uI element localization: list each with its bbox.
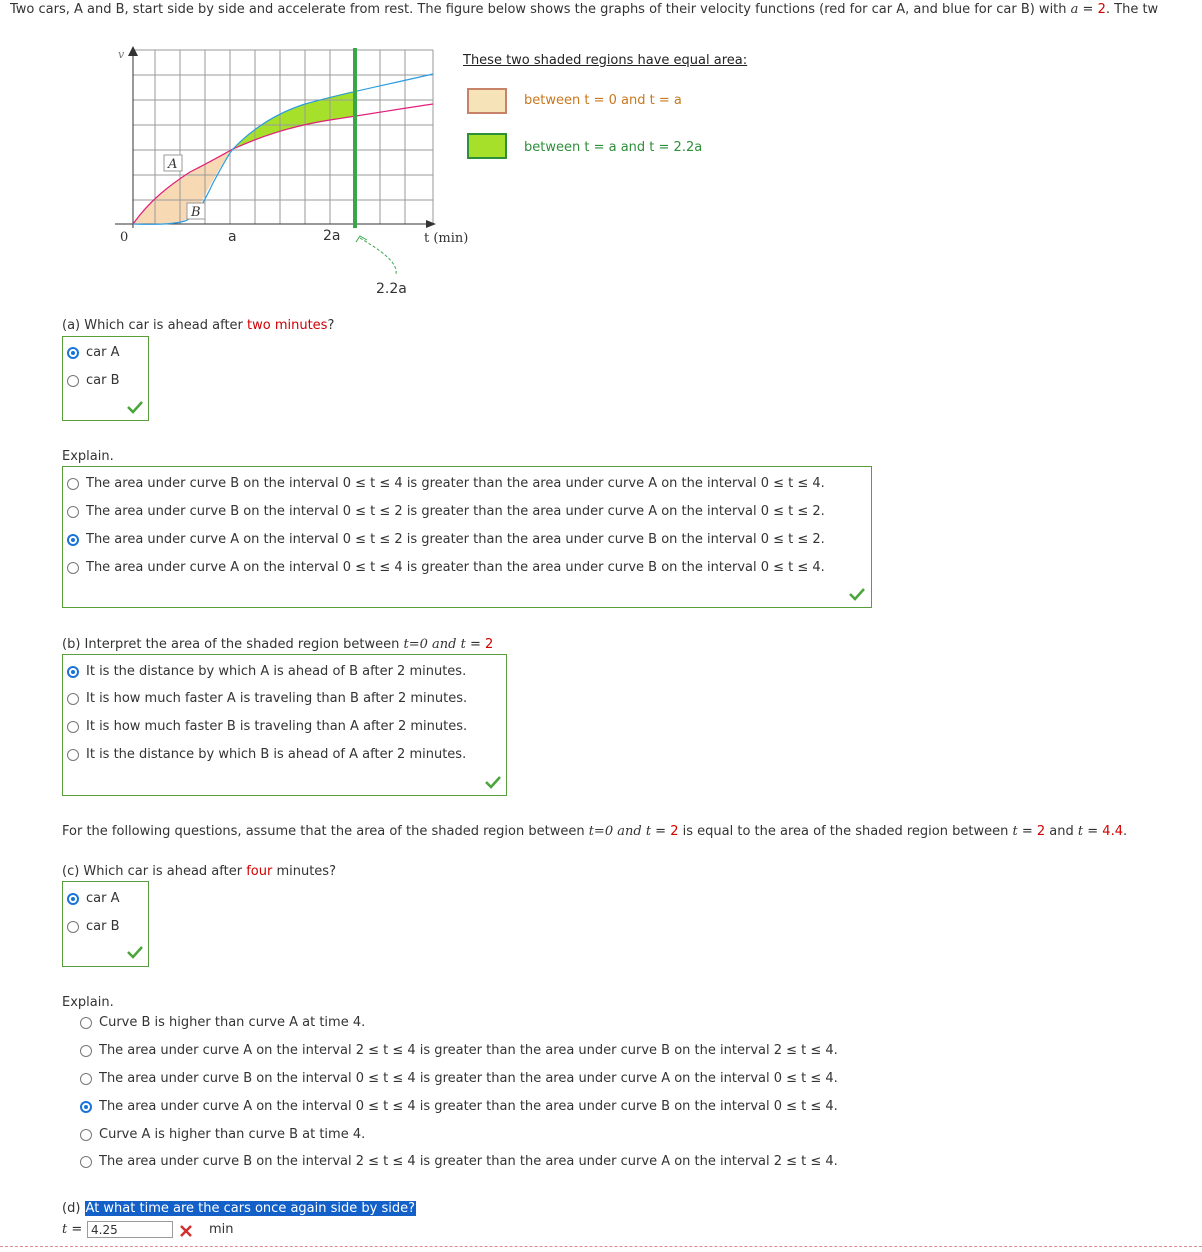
option-label: It is how much faster A is traveling than B after 2 minutes. [86,691,468,706]
intro-a-var: a [1070,2,1079,17]
assume-text: is equal to the area of the shaded region between [678,824,1013,839]
curve-b-label: B [191,205,201,220]
radio[interactable] [67,749,79,761]
question-b-val: 2 [485,637,494,652]
option-label: The area under curve B on the interval 0 ≤ t ≤ 4 is greater than the area under curve A on the interval 0 ≤ t ≤ 4. [99,1071,838,1086]
question-d-prefix: (d) [62,1201,85,1216]
option-a-car-a[interactable] [67,345,119,360]
option-label: The area under curve B on the interval 2 ≤ t ≤ 4 is greater than the area under curve A on the interval 2 ≤ t ≤ 4. [99,1154,838,1169]
legend-item-region2: between t = a and t = 2.2a [524,140,703,155]
explain-c-option-4[interactable] [80,1099,838,1114]
answer-d-input[interactable] [87,1221,173,1238]
check-icon [126,945,144,959]
tick-a-label: a [228,229,237,245]
incorrect-x-icon [179,1224,193,1238]
option-c-car-b[interactable] [67,919,120,934]
explain-c-option-6[interactable] [80,1154,838,1169]
question-d [62,1201,416,1216]
radio[interactable] [67,375,79,387]
radio[interactable] [80,1156,92,1168]
check-icon [484,775,502,789]
option-label: The area under curve A on the interval 0 ≤ t ≤ 4 is greater than the area under curve B on the interval 0 ≤ t ≤ 4. [86,560,825,575]
question-c [62,864,336,879]
tick-2.2a-pointer [360,238,396,274]
assume-eq: = [1017,824,1037,839]
option-label: It is how much faster B is traveling than A after 2 minutes. [86,719,468,734]
option-label: car B [86,919,120,934]
tick-2.2a-label: 2.2a [376,281,407,297]
question-a-end: ? [327,318,335,333]
t-axis-label: t (min) [424,231,469,246]
answer-d-t: t [62,1222,68,1237]
question-b-t: t [460,637,466,652]
option-label: car A [86,891,120,906]
check-icon [126,400,144,414]
option-label: Curve B is higher than curve A at time 4. [99,1015,366,1030]
assume-val: 2 [670,824,679,839]
option-b-4[interactable] [67,747,466,762]
explain-c-option-5[interactable] [80,1127,365,1142]
answer-d-eq: = [67,1222,83,1237]
assume-val: 2 [1036,824,1046,839]
legend-swatch-region1 [467,88,507,114]
question-b [62,637,493,652]
legend-swatch-region2 [467,133,507,159]
option-label: The area under curve A on the interval 2 ≤ t ≤ 4 is greater than the area under curve B on the interval 2 ≤ t ≤ 4. [99,1043,838,1058]
assume-eq: = [1083,824,1103,839]
tick-2a-label: 2a [323,228,341,244]
vertical-line-2.2a [353,48,357,228]
option-label: The area under curve A on the interval 0 ≤ t ≤ 2 is greater than the area under curve B on the interval 0 ≤ t ≤ 2. [86,532,825,547]
question-b-text: (b) Interpret the area of the shaded region between [62,637,404,652]
question-c-text: (c) Which car is ahead after [62,864,247,879]
legend-item-region1: between t = 0 and t = a [524,93,682,108]
explain-c-option-1[interactable] [80,1015,365,1030]
assume-t: t [1012,824,1018,839]
question-c-end: minutes? [272,864,336,879]
option-b-2[interactable] [67,691,467,706]
assume-text: . [1122,824,1128,839]
option-label: car A [86,345,120,360]
assume-val: 4.4 [1102,824,1123,839]
intro-text: Two cars, A and B, start side by side and accelerate from rest. The figure below shows the graphs of their velocity functions (red for car A, and blue for car B) with [10,2,1071,17]
answer-d-label [62,1222,82,1237]
explain-c-option-2[interactable] [80,1043,838,1058]
option-c-car-a[interactable] [67,891,119,906]
radio[interactable] [67,693,79,705]
check-icon [848,587,866,601]
intro-text-end: . The tw [1105,2,1159,17]
v-axis-label: v [118,48,125,61]
velocity-graph [0,0,760,310]
radio[interactable] [67,921,79,933]
v-axis-arrow [128,46,138,56]
intro-a-value: 2 [1097,2,1106,17]
option-label: The area under curve B on the interval 0 ≤ t ≤ 2 is greater than the area under curve A on the interval 0 ≤ t ≤ 2. [86,504,825,519]
question-a [62,318,334,333]
assume-eq: = [651,824,671,839]
assume-t: t [1077,824,1084,839]
radio-selected[interactable] [80,1101,92,1113]
bottom-divider [0,1246,1202,1247]
option-label: It is the distance by which A is ahead of B after 2 minutes. [86,664,467,679]
explain-a-label: Explain. [62,449,114,464]
radio[interactable] [67,721,79,733]
question-a-text: (a) Which car is ahead after [62,318,248,333]
question-b-eq: = [465,637,486,652]
question-b-t0: t=0 and [403,637,461,652]
radio[interactable] [80,1045,92,1057]
t-axis-arrow [426,220,436,228]
legend-title: These two shaded regions have equal area: [463,53,748,68]
option-label: Curve A is higher than curve B at time 4. [99,1127,366,1142]
option-a-car-b[interactable] [67,373,120,388]
explain-a-option-4[interactable] [67,560,825,575]
assume-text: and [1045,824,1078,839]
radio[interactable] [80,1017,92,1029]
intro-eq: = [1078,2,1098,17]
option-label: The area under curve B on the interval 0 ≤ t ≤ 4 is greater than the area under curve A on the interval 0 ≤ t ≤ 4. [86,476,825,491]
explain-c-label: Explain. [62,995,114,1010]
option-b-1[interactable] [67,664,466,679]
option-label: It is the distance by which B is ahead of A after 2 minutes. [86,747,467,762]
radio[interactable] [80,1129,92,1141]
radio[interactable] [67,562,79,574]
assumption-text [62,824,1127,839]
shaded-region-0-to-a [133,149,233,225]
explain-a-option-1[interactable] [67,476,825,491]
answer-d-unit: min [209,1222,234,1237]
assume-text: For the following questions, assume that the area of the shaded region between [62,824,589,839]
radio[interactable] [80,1073,92,1085]
radio-selected[interactable] [67,534,79,546]
origin-label: 0 [120,230,129,245]
curve-a-label: A [168,157,178,172]
question-a-highlight: two minutes [247,318,328,333]
explain-a-option-3[interactable] [67,532,825,547]
option-label: The area under curve A on the interval 0 ≤ t ≤ 4 is greater than the area under curve B on the interval 0 ≤ t ≤ 4. [99,1099,838,1114]
radio-selected[interactable] [67,666,79,678]
assume-t: t [645,824,652,839]
radio[interactable] [67,506,79,518]
question-d-text: At what time are the cars once again side by side? [85,1201,415,1216]
assume-t0: t=0 and [588,824,646,839]
radio[interactable] [67,478,79,490]
radio-selected[interactable] [67,347,79,359]
question-c-highlight: four [246,864,273,879]
option-b-3[interactable] [67,719,467,734]
explain-a-option-2[interactable] [67,504,825,519]
radio-selected[interactable] [67,893,79,905]
option-label: car B [86,373,120,388]
explain-c-option-3[interactable] [80,1071,838,1086]
